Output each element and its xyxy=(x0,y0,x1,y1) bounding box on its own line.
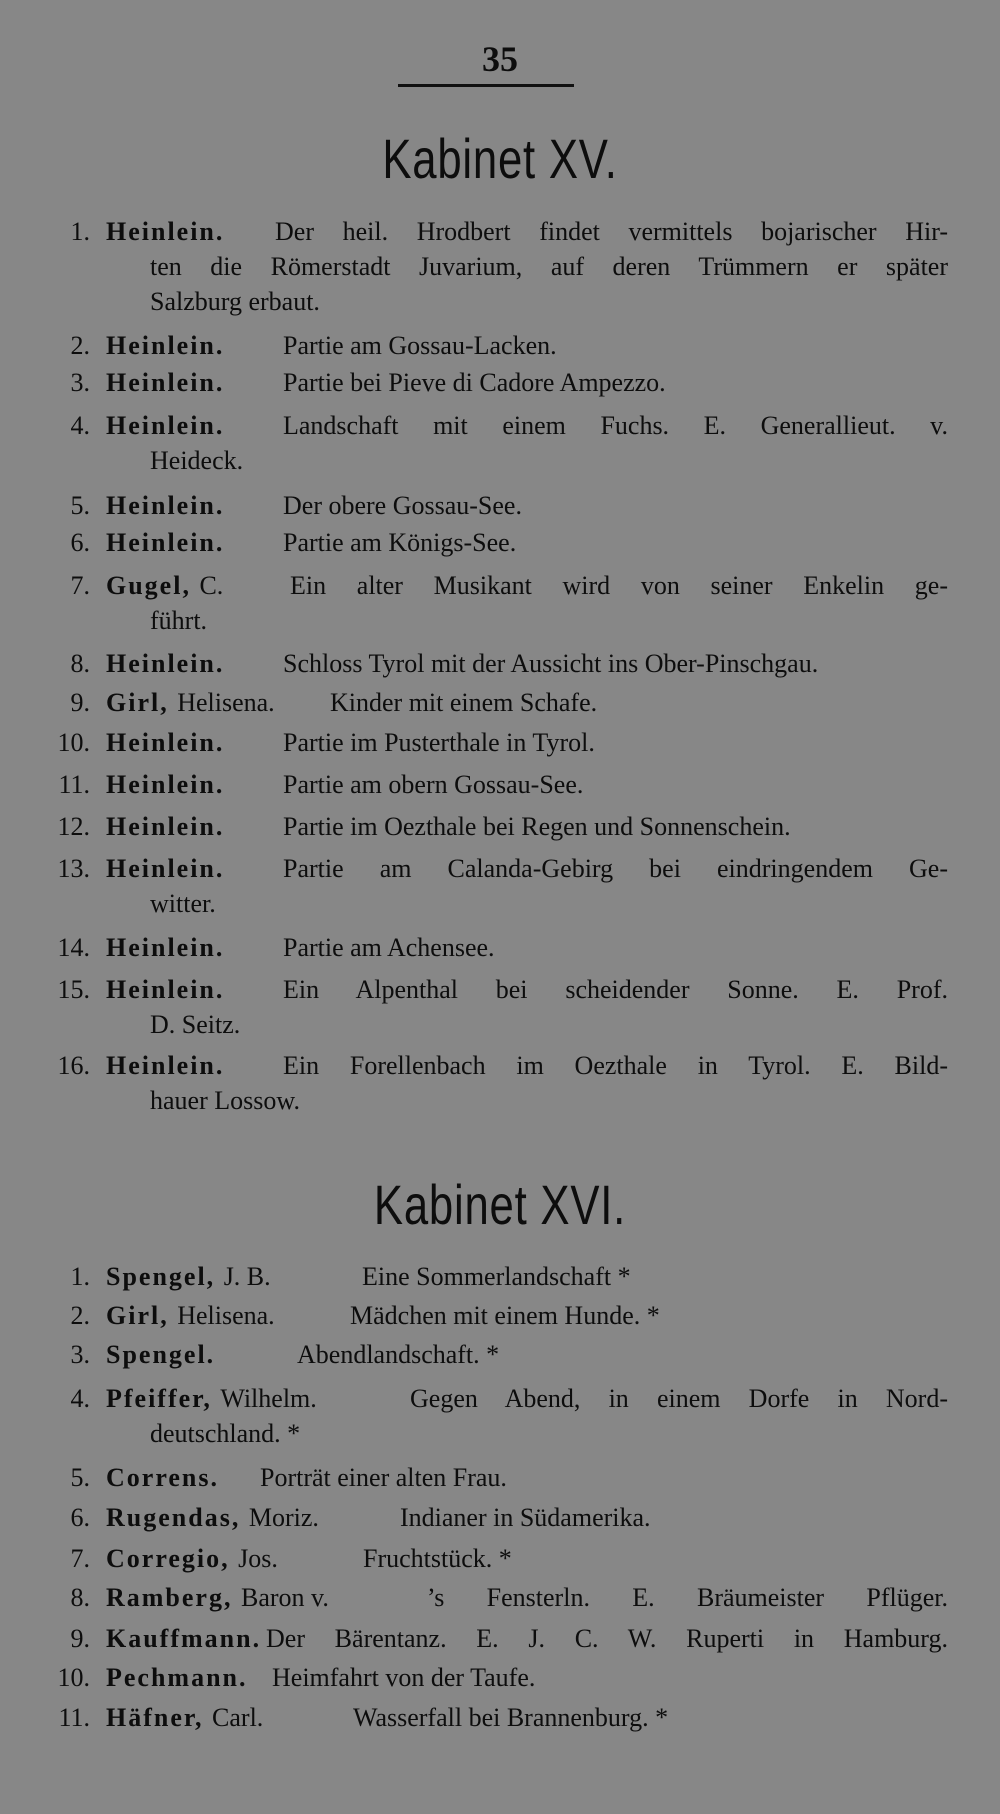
artwork-title: Ein Forellenbach im Oezthale in Tyrol. E. Bild- xyxy=(283,1051,948,1080)
entry-continuation-line xyxy=(0,443,1000,478)
artist-firstname: Helisena. xyxy=(177,688,275,717)
catalog-entry xyxy=(0,1700,1000,1735)
entry-line xyxy=(0,1298,1000,1333)
entry-number: 4. xyxy=(70,411,90,440)
artist-surname: Spengel. xyxy=(106,1340,216,1369)
artist-name xyxy=(106,1048,224,1083)
entry-line xyxy=(0,972,1000,1007)
artwork-title: Der heil. Hrodbert findet vermittels bojarischer Hir- xyxy=(275,217,948,246)
entry-number: 16. xyxy=(57,1051,90,1080)
entry-line xyxy=(0,1259,1000,1294)
catalog-entry xyxy=(0,767,1000,802)
artist-surname: Heinlein. xyxy=(106,411,225,440)
entry-continuation-line xyxy=(0,1416,1000,1451)
entry-number: 11. xyxy=(58,770,90,799)
artwork-title-continued: D. Seitz. xyxy=(150,1010,241,1039)
artist-name xyxy=(106,725,224,760)
catalog-entry xyxy=(0,214,1000,319)
artwork-title-continued: Salzburg erbaut. xyxy=(150,287,320,316)
artist-name xyxy=(106,767,224,802)
artist-surname: Gugel, xyxy=(106,571,191,600)
entry-number: 1. xyxy=(70,1262,90,1291)
catalog-entry xyxy=(0,1660,1000,1695)
artist-name xyxy=(106,930,224,965)
artist-name xyxy=(106,1460,219,1495)
artist-name xyxy=(106,1259,271,1294)
artist-surname: Kauffmann. xyxy=(106,1624,262,1653)
artist-surname: Heinlein. xyxy=(106,728,225,757)
entry-line xyxy=(0,568,1000,603)
entry-number: 10. xyxy=(57,728,90,757)
catalog-entry xyxy=(0,725,1000,760)
entry-number: 8. xyxy=(70,649,90,678)
entry-line xyxy=(0,488,1000,523)
artwork-title: Partie im Oezthale bei Regen und Sonnenschein. xyxy=(283,812,791,841)
artwork-title: Gegen Abend, in einem Dorfe in Nord- xyxy=(410,1384,948,1413)
artwork-title: Mädchen mit einem Hunde. * xyxy=(350,1301,660,1330)
artwork-title: Partie am Calanda-Gebirg bei eindringendem Ge- xyxy=(283,854,948,883)
entry-line xyxy=(0,525,1000,560)
artwork-title-continued: deutschland. * xyxy=(150,1419,301,1448)
artist-name xyxy=(106,328,224,363)
artwork-title: Der obere Gossau-See. xyxy=(283,491,522,520)
entry-line xyxy=(0,214,1000,249)
catalog-entry xyxy=(0,1500,1000,1535)
artwork-title: Abendlandschaft. * xyxy=(297,1340,500,1369)
entry-line xyxy=(0,1381,1000,1416)
artist-name xyxy=(106,1580,329,1615)
entry-continuation-line xyxy=(0,1007,1000,1042)
artist-name xyxy=(106,525,224,560)
artist-firstname: Jos. xyxy=(238,1544,278,1573)
entry-line xyxy=(0,1460,1000,1495)
entry-continuation-line xyxy=(0,886,1000,921)
artist-name xyxy=(106,1500,319,1535)
entry-number: 8. xyxy=(70,1583,90,1612)
artist-surname: Pechmann. xyxy=(106,1663,248,1692)
entry-line xyxy=(0,1700,1000,1735)
artist-name xyxy=(106,365,224,400)
artwork-title: Partie am obern Gossau-See. xyxy=(283,770,584,799)
artist-surname: Rugendas, xyxy=(106,1503,241,1532)
catalog-entry xyxy=(0,1460,1000,1495)
artwork-title: Ein alter Musikant wird von seiner Enkelin ge- xyxy=(290,571,948,600)
catalog-entry xyxy=(0,1580,1000,1615)
artwork-title: Wasserfall bei Brannenburg. * xyxy=(353,1703,669,1732)
artist-surname: Häfner, xyxy=(106,1703,204,1732)
entry-continuation-line xyxy=(0,603,1000,638)
artist-surname: Heinlein. xyxy=(106,975,225,1004)
catalog-entry xyxy=(0,1381,1000,1451)
entry-line xyxy=(0,1621,1000,1656)
entry-number: 7. xyxy=(70,1544,90,1573)
entry-number: 3. xyxy=(70,1340,90,1369)
artwork-title: Fruchtstück. * xyxy=(363,1544,512,1573)
entry-line xyxy=(0,1580,1000,1615)
entry-number: 15. xyxy=(57,975,90,1004)
catalog-entry xyxy=(0,972,1000,1042)
artist-name xyxy=(106,1700,263,1735)
artist-name xyxy=(106,851,224,886)
artist-surname: Pfeiffer, xyxy=(106,1384,212,1413)
entry-continuation-line xyxy=(0,284,1000,319)
artist-surname: Correns. xyxy=(106,1463,220,1492)
entry-line xyxy=(0,408,1000,443)
catalog-entry xyxy=(0,488,1000,523)
entry-number: 13. xyxy=(57,854,90,883)
entry-line xyxy=(0,930,1000,965)
artist-surname: Heinlein. xyxy=(106,854,225,883)
artwork-title: Ein Alpenthal bei scheidender Sonne. E. Prof. xyxy=(283,975,948,1004)
entry-continuation-line xyxy=(0,1083,1000,1118)
artwork-title-continued: hauer Lossow. xyxy=(150,1086,300,1115)
artist-name xyxy=(106,685,275,720)
artist-surname: Spengel, xyxy=(106,1262,216,1291)
entry-number: 9. xyxy=(70,1624,90,1653)
catalog-entry xyxy=(0,1048,1000,1118)
artist-name xyxy=(106,1541,278,1576)
artwork-title: Partie am Gossau-Lacken. xyxy=(283,331,557,360)
artist-name xyxy=(106,568,223,603)
artwork-title: Schloss Tyrol mit der Aussicht ins Ober-Pinschgau. xyxy=(283,649,819,678)
entry-number: 7. xyxy=(70,571,90,600)
artwork-title: Der Bärentanz. E. J. C. W. Ruperti in Hamburg. xyxy=(266,1624,948,1653)
artist-firstname: Baron v. xyxy=(240,1583,329,1612)
artwork-title: Partie im Pusterthale in Tyrol. xyxy=(283,728,595,757)
entry-line xyxy=(0,809,1000,844)
entry-number: 10. xyxy=(57,1663,90,1692)
artist-firstname: J. B. xyxy=(223,1262,271,1291)
artist-firstname: Carl. xyxy=(212,1703,264,1732)
artist-name xyxy=(106,646,224,681)
artist-surname: Heinlein. xyxy=(106,1051,225,1080)
catalog-entry xyxy=(0,1337,1000,1372)
artist-name xyxy=(106,1621,261,1656)
entry-line xyxy=(0,365,1000,400)
entry-number: 5. xyxy=(70,491,90,520)
artwork-title: Partie bei Pieve di Cadore Ampezzo. xyxy=(283,368,666,397)
page-number: 35 xyxy=(482,39,518,79)
entry-number: 5. xyxy=(70,1463,90,1492)
entry-number: 11. xyxy=(58,1703,90,1732)
artist-surname: Heinlein. xyxy=(106,528,225,557)
catalog-entry xyxy=(0,408,1000,478)
artwork-title: Partie am Achensee. xyxy=(283,933,495,962)
artist-name xyxy=(106,214,224,249)
catalog-entry xyxy=(0,525,1000,560)
catalog-entry xyxy=(0,1621,1000,1656)
catalog-entry xyxy=(0,646,1000,681)
artist-name xyxy=(106,408,224,443)
entry-number: 6. xyxy=(70,1503,90,1532)
entry-line xyxy=(0,725,1000,760)
artwork-title: Porträt einer alten Frau. xyxy=(260,1463,507,1492)
entry-line xyxy=(0,767,1000,802)
artist-name xyxy=(106,488,224,523)
artwork-title: Heimfahrt von der Taufe. xyxy=(272,1663,536,1692)
artist-name xyxy=(106,809,224,844)
catalog-entry xyxy=(0,809,1000,844)
catalog-entry xyxy=(0,930,1000,965)
entry-line xyxy=(0,328,1000,363)
artist-surname: Heinlein. xyxy=(106,933,225,962)
entry-line xyxy=(0,685,1000,720)
artist-surname: Girl, xyxy=(106,688,169,717)
artist-surname: Heinlein. xyxy=(106,331,225,360)
entry-number: 14. xyxy=(57,933,90,962)
entry-line xyxy=(0,1660,1000,1695)
artist-firstname: Helisena. xyxy=(177,1301,275,1330)
header-rule xyxy=(398,84,574,87)
artwork-title-continued: führt. xyxy=(150,606,208,635)
artist-firstname: C. xyxy=(199,571,224,600)
entry-number: 2. xyxy=(70,1301,90,1330)
entry-line xyxy=(0,1541,1000,1576)
entry-number: 2. xyxy=(70,331,90,360)
artist-surname: Heinlein. xyxy=(106,491,225,520)
entry-line xyxy=(0,646,1000,681)
catalog-entry xyxy=(0,328,1000,363)
artist-name xyxy=(106,1298,275,1333)
catalog-entry xyxy=(0,568,1000,638)
artist-name xyxy=(106,972,224,1007)
entry-line xyxy=(0,1500,1000,1535)
artist-surname: Ramberg, xyxy=(106,1583,233,1612)
artwork-title-continued: ten die Römerstadt Juvarium, auf deren Trümmern er später xyxy=(150,252,948,281)
catalog-entry xyxy=(0,365,1000,400)
artist-surname: Heinlein. xyxy=(106,217,225,246)
artwork-title: ’s Fensterln. E. Bräumeister Pflüger. xyxy=(427,1583,948,1612)
catalog-entry xyxy=(0,1541,1000,1576)
entry-continuation-line xyxy=(0,249,1000,284)
artwork-title-continued: Heideck. xyxy=(150,446,244,475)
artist-firstname: Wilhelm. xyxy=(220,1384,317,1413)
entry-line xyxy=(0,1048,1000,1083)
artist-surname: Heinlein. xyxy=(106,812,225,841)
artwork-title: Partie am Königs-See. xyxy=(283,528,517,557)
entry-number: 4. xyxy=(70,1384,90,1413)
entry-number: 3. xyxy=(70,368,90,397)
artist-firstname: Moriz. xyxy=(248,1503,319,1532)
artwork-title: Indianer in Südamerika. xyxy=(400,1503,651,1532)
entry-line xyxy=(0,1337,1000,1372)
catalog-entry xyxy=(0,1259,1000,1294)
catalog-entry xyxy=(0,1298,1000,1333)
artist-surname: Heinlein. xyxy=(106,368,225,397)
artwork-title-continued: witter. xyxy=(150,889,216,918)
catalog-entry xyxy=(0,685,1000,720)
artist-name xyxy=(106,1660,248,1695)
section-title-xvi: Kabinet XVI. xyxy=(373,1173,627,1236)
entry-number: 12. xyxy=(57,812,90,841)
entry-number: 6. xyxy=(70,528,90,557)
catalog-entry xyxy=(0,851,1000,921)
entry-line xyxy=(0,851,1000,886)
artwork-title: Landschaft mit einem Fuchs. E. Generallieut. v. xyxy=(283,411,948,440)
artist-name xyxy=(106,1337,215,1372)
artist-surname: Girl, xyxy=(106,1301,169,1330)
artwork-title: Kinder mit einem Schafe. xyxy=(330,688,598,717)
artist-surname: Heinlein. xyxy=(106,649,225,678)
section-title-xv: Kabinet XV. xyxy=(382,127,618,190)
artist-name xyxy=(106,1381,317,1416)
artwork-title: Eine Sommerlandschaft * xyxy=(362,1262,631,1291)
artist-surname: Heinlein. xyxy=(106,770,225,799)
entry-number: 9. xyxy=(70,688,90,717)
artist-surname: Corregio, xyxy=(106,1544,230,1573)
entry-number: 1. xyxy=(70,217,90,246)
